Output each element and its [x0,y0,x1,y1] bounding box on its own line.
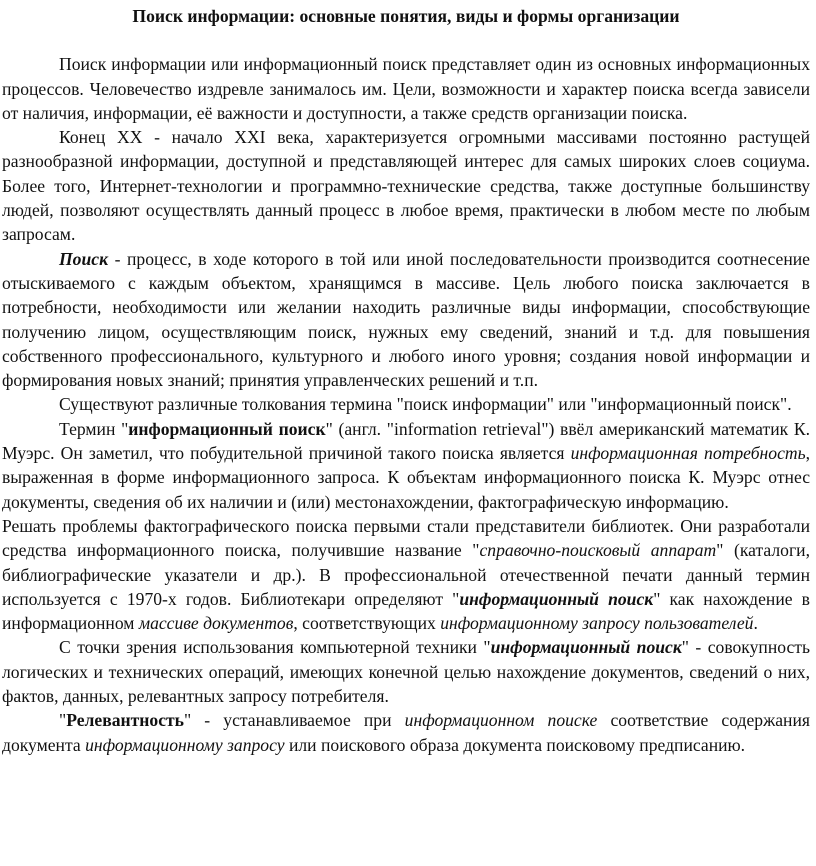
search-definition-text: - процесс, в ходе которого в той или иной последовательности производится соотнесение отыскиваемого с каждым объектом, хранящимся в массиве. Цель любого поиска заключается в потребности, необходимости или желании находить различные виды информации, способствующие получению лицом, осуществляющим поиск, нужных ему сведений, знаний и т.д. для повышения собственного профессионального, культурного и любого иного уровня; создания новой информации и формирования новых знаний; принятия управленческих решений и т.п. [2,248,810,391]
paragraph-libraries [2,514,810,635]
text-run: С точки зрения использования компьютерной техники " [59,637,491,658]
text-run: , выраженная в форме информационного запроса. К объектам информационного поиска К. Муэрс отнес документы, сведения об их наличии и (или) местонахождении, фактографическую информацию. [2,443,810,512]
paragraph-interpretations: Существуют различные толкования термина "поиск информации" или "информационный поиск". [59,394,792,415]
text-run: Решать проблемы фактографического поиска первыми стали представители библиотек. Они разработали средства информационного поиска, получившие название " [2,515,810,561]
text-run: " - совокупность логических и технических операций, имеющих конечной целью нахождение документов, сведений о них, фактов, данных, релевантных запросу потребителя. [2,637,810,707]
term-information-query: информационному запросу [85,734,285,755]
paragraph-xx-xxi-century: Конец XX - начало XXI века, характеризуется огромными массивами постоянно растущей разнообразной информации, доступной и представляющей интерес для самых широких слоев социума. Более того, Интернет-технологии и программно-технические средства, также доступные большинству людей, позволяют осуществлять данный процесс в любое время, практически в любом месте по любым запросам. [2,127,810,245]
term-relevance: Релевантность [66,710,184,731]
paragraph-mooers [2,417,810,514]
term-search: Поиск [59,248,108,269]
term-information-search: информационный поиск [459,588,654,609]
term-information-need: информационная потребность [570,443,806,464]
text-run: . [753,613,758,634]
text-run: соответствие содержания документа [2,710,810,755]
text-run: " (англ. "information retrieval") ввёл американский математик К. Муэрс. Он заметил, что побудительной причиной такого поиска является [2,418,811,464]
term-information-retrieval: информационный поиск [128,418,326,439]
paragraph-computer-view [2,635,810,708]
text-run: " - устанавливаемое при [183,710,405,731]
term-information-search-computer: информационный поиск [490,637,682,658]
term-reference-apparatus: справочно-поисковый аппарат [479,540,717,561]
text-run: " (каталоги, библиографические указатели и др.). В профессиональной отечественной печати данный термин используется с 1970-х годов. Библиотекари определяют " [2,540,810,609]
text-run: " [59,710,67,731]
text-run: " как нахождение в информационном [2,588,810,634]
document-title: Поиск информации: основные понятия, виды и формы организации [132,6,680,26]
term-user-query: информационному запросу пользователей [440,613,754,634]
paragraph-intro: Поиск информации или информационный поиск представляет один из основных информационных процессов. Человечество издревле занималось им. Цели, возможности и характер поиска всегда зависели от наличия, информации, её важности и доступности, а также средств организации поиска. [2,54,810,123]
paragraph-search-definition [2,247,810,393]
paragraph-relevance [2,708,810,757]
term-document-array: массиве документов [138,613,294,634]
text-run: или поискового образа документа поисковому предписанию. [284,734,746,755]
term-information-search-italic: информационном поиске [404,710,598,731]
text-run: Термин " [59,418,129,439]
text-run: , соответствующих [293,613,441,634]
